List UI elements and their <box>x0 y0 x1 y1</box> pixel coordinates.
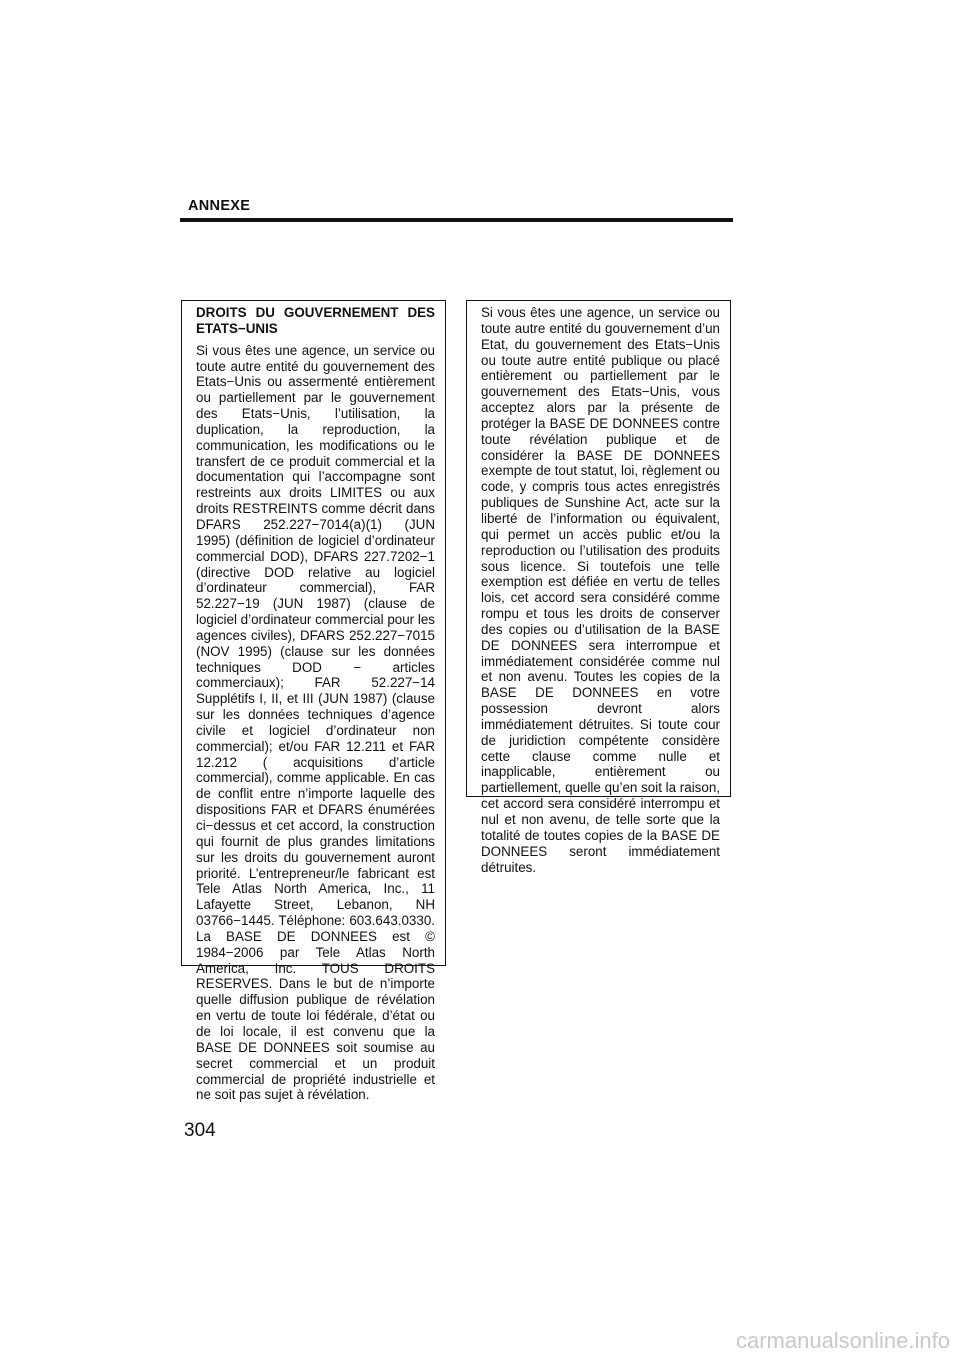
us-government-rights-box <box>181 300 446 1103</box>
watermark: carmanualsonline.info <box>735 1328 950 1353</box>
page-number: 304 <box>184 1120 216 1141</box>
header-divider <box>180 218 733 222</box>
us-government-rights-title: DROITS DU GOUVERNEMENT DES ETATS−UNIS <box>196 305 435 336</box>
public-disclosure-text: Si vous êtes une agence, un service ou toute autre entité du gouvernement d’un Etat, du gouvernement des Etats−Unis ou toute autre entité publique ou placé entièrement ou partiellement par le gouvernement des Etats−Unis, vous acceptez alors par la présente de protéger la BASE DE DONNEES contre toute révélation publique et de considérer la BASE DE DONNEES exempte de tout statut, loi, règlement ou code, y compris tous actes enregistrés publiques de Sunshine Act, acte sur la liberté de l’information ou équivalent, qui permet un accès public et/ou la reproduction ou l’utilisation des produits sous licence. Si toutefois une telle exemption est défiée en vertu de telles lois, cet accord sera considéré comme rompu et tous les droits de conserver des copies ou d’utilisation de la BASE DE DONNEES sera interrompue et immédiatement considérée comme nul et non avenu. Toutes les copies de la BASE DE DONNEES en votre possession devront alors immédiatement détruites. Si toute cour de juridiction compétente considère cette clause comme nulle et inapplicable, entièrement ou partiellement, quelle qu’en soit la raison, cet accord sera considéré interrompu et nul et non avenu, de telle sorte que la totalité de toutes copies de la BASE DE DONNEES seront immédiatement détruites. <box>481 305 720 875</box>
public-disclosure-box <box>466 300 731 875</box>
section-title: ANNEXE <box>188 198 251 214</box>
us-government-rights-text: Si vous êtes une agence, un service ou toute autre entité du gouvernement des Etats−Unis ou assermenté entièrement ou partiellement par le gouvernement des Etats−Unis, l’utilisation, la duplication, la reproduction, la communication, les modifications ou le transfert de ce produit commercial et la documentation qui l’accompagne sont restreints aux droits LIMITES ou aux droits RESTREINTS comme décrit dans DFARS 252.227−7014(a)(1) (JUN 1995) (définition de logiciel d’ordinateur commercial DOD), DFARS 227.7202−1 (directive DOD relative au logiciel d’ordinateur commercial), FAR 52.227−19 (JUN 1987) (clause de logiciel d’ordinateur commercial pour les agences civiles), DFARS 252.227−7015 (NOV 1995) (clause sur les données techniques DOD − articles commerciaux); FAR 52.227−14 Supplétifs I, II, et III (JUN 1987) (clause sur les données techniques d’agence civile et logiciel d’ordinateur non commercial); et/ou FAR 12.211 et FAR 12.212 ( acquisitions d’article commercial), comme applicable. En cas de conflit entre n’importe laquelle des dispositions FAR et DFARS énumérées ci−dessus et cet accord, la construction qui fournit de plus grandes limitations sur les droits du gouvernement auront priorité. L’entrepreneur/le fabricant est Tele Atlas North America, Inc., 11 Lafayette Street, Lebanon, NH 03766−1445. Téléphone: 603.643.0330. La BASE DE DONNEES est © 1984−2006 par Tele Atlas North America, Inc. TOUS DROITS RESERVES. Dans le but de n’importe quelle diffusion publique de révélation en vertu de toute loi fédérale, d’état ou de loi locale, il est convenu que la BASE DE DONNEES soit soumise au secret commercial et un produit commercial de propriété industrielle et ne soit pas sujet à révélation. <box>196 342 435 1103</box>
